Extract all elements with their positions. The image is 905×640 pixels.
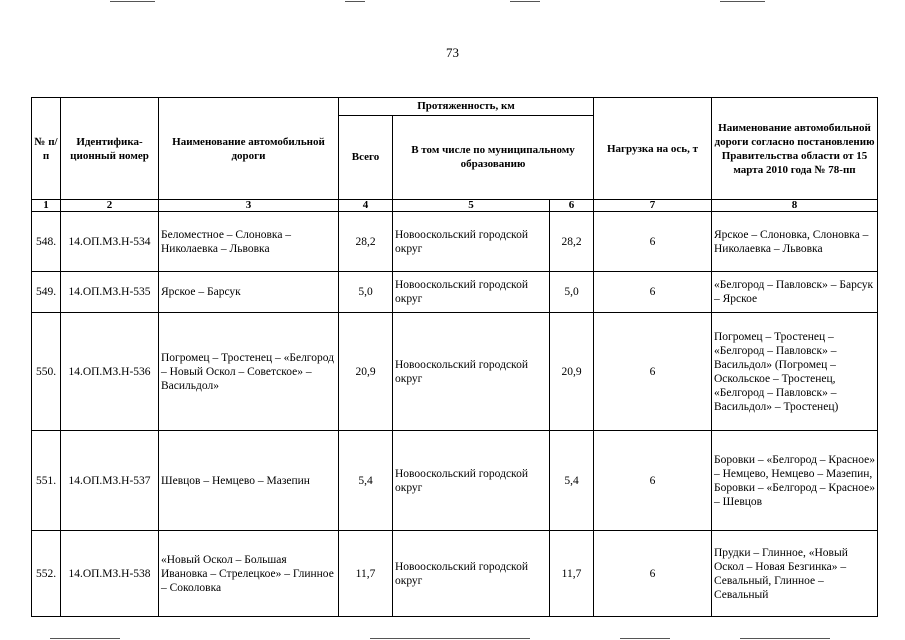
row-id: 14.ОП.МЗ.Н-537 [61, 431, 159, 531]
table-row [32, 431, 878, 531]
row-municipality: Новооскольский городской округ [393, 431, 550, 531]
row-no: 551. [32, 431, 61, 531]
col-index-3: 3 [159, 200, 339, 212]
row-total-length: 5,4 [339, 431, 393, 531]
row-municipality: Новооскольский городской округ [393, 531, 550, 617]
row-axle-load: 6 [594, 272, 712, 313]
col-index-6: 6 [550, 200, 594, 212]
table-row [32, 313, 878, 431]
header-length: Протяженность, км [339, 98, 594, 116]
row-road-name: Погромец – Тростенец – «Белгород – Новый Оскол – Советское» – Васильдол» [159, 313, 339, 431]
row-municipal-length: 20,9 [550, 313, 594, 431]
row-municipality: Новооскольский городской округ [393, 272, 550, 313]
row-axle-load: 6 [594, 431, 712, 531]
top-edge-rules [0, 0, 905, 4]
row-id: 14.ОП.МЗ.Н-538 [61, 531, 159, 617]
header-id: Идентифика-ционный номер [61, 98, 159, 200]
bottom-edge-rules [0, 636, 905, 640]
table-row [32, 531, 878, 617]
row-municipal-length: 11,7 [550, 531, 594, 617]
row-municipal-length: 5,4 [550, 431, 594, 531]
row-total-length: 20,9 [339, 313, 393, 431]
row-total-length: 28,2 [339, 212, 393, 272]
row-total-length: 11,7 [339, 531, 393, 617]
row-municipality: Новооскольский городской округ [393, 313, 550, 431]
row-axle-load: 6 [594, 531, 712, 617]
row-municipal-length: 5,0 [550, 272, 594, 313]
header-load: Нагрузка на ось, т [594, 98, 712, 200]
row-no: 552. [32, 531, 61, 617]
header-incl: В том числе по муниципальному образованию [393, 115, 594, 200]
row-municipality: Новооскольский городской округ [393, 212, 550, 272]
row-old-name: Боровки – «Белгород – Красное» – Немцево, Немцево – Мазепин, Боровки – «Белгород – Красное» – Шевцов [712, 431, 878, 531]
header-name: Наименование автомобильной дороги [159, 98, 339, 200]
row-old-name: Ярское – Слоновка, Слоновка – Николаевка – Львовка [712, 212, 878, 272]
header-old-name: Наименование автомобильной дороги согласно постановлению Правительства области от 15 марта 2010 года № 78-пп [712, 98, 878, 200]
row-old-name: Погромец – Тростенец – «Белгород – Павловск» – Васильдол» (Погромец – Оскольское – Тростенец, «Белгород – Павловск» – Васильдол» – Тростенец) [712, 313, 878, 431]
col-index-2: 2 [61, 200, 159, 212]
row-no: 548. [32, 212, 61, 272]
row-total-length: 5,0 [339, 272, 393, 313]
col-index-7: 7 [594, 200, 712, 212]
row-no: 550. [32, 313, 61, 431]
header-no: № п/п [32, 98, 61, 200]
row-municipal-length: 28,2 [550, 212, 594, 272]
col-index-4: 4 [339, 200, 393, 212]
col-index-1: 1 [32, 200, 61, 212]
row-id: 14.ОП.МЗ.Н-536 [61, 313, 159, 431]
col-index-8: 8 [712, 200, 878, 212]
row-old-name: Прудки – Глинное, «Новый Оскол – Новая Безгинка» – Севальный, Глинное – Севальный [712, 531, 878, 617]
row-axle-load: 6 [594, 313, 712, 431]
row-road-name: «Новый Оскол – Большая Ивановка – Стрелецкое» – Глинное – Соколовка [159, 531, 339, 617]
row-no: 549. [32, 272, 61, 313]
table-row [32, 212, 878, 272]
row-id: 14.ОП.МЗ.Н-534 [61, 212, 159, 272]
row-old-name: «Белгород – Павловск» – Барсук – Ярское [712, 272, 878, 313]
page-number: 73 [446, 45, 459, 60]
roads-table [31, 97, 878, 617]
row-id: 14.ОП.МЗ.Н-535 [61, 272, 159, 313]
row-axle-load: 6 [594, 212, 712, 272]
col-index-5: 5 [393, 200, 550, 212]
row-road-name: Ярское – Барсук [159, 272, 339, 313]
header-total: Всего [339, 115, 393, 200]
row-road-name: Шевцов – Немцево – Мазепин [159, 431, 339, 531]
table-row [32, 272, 878, 313]
row-road-name: Беломестное – Слоновка – Николаевка – Львовка [159, 212, 339, 272]
